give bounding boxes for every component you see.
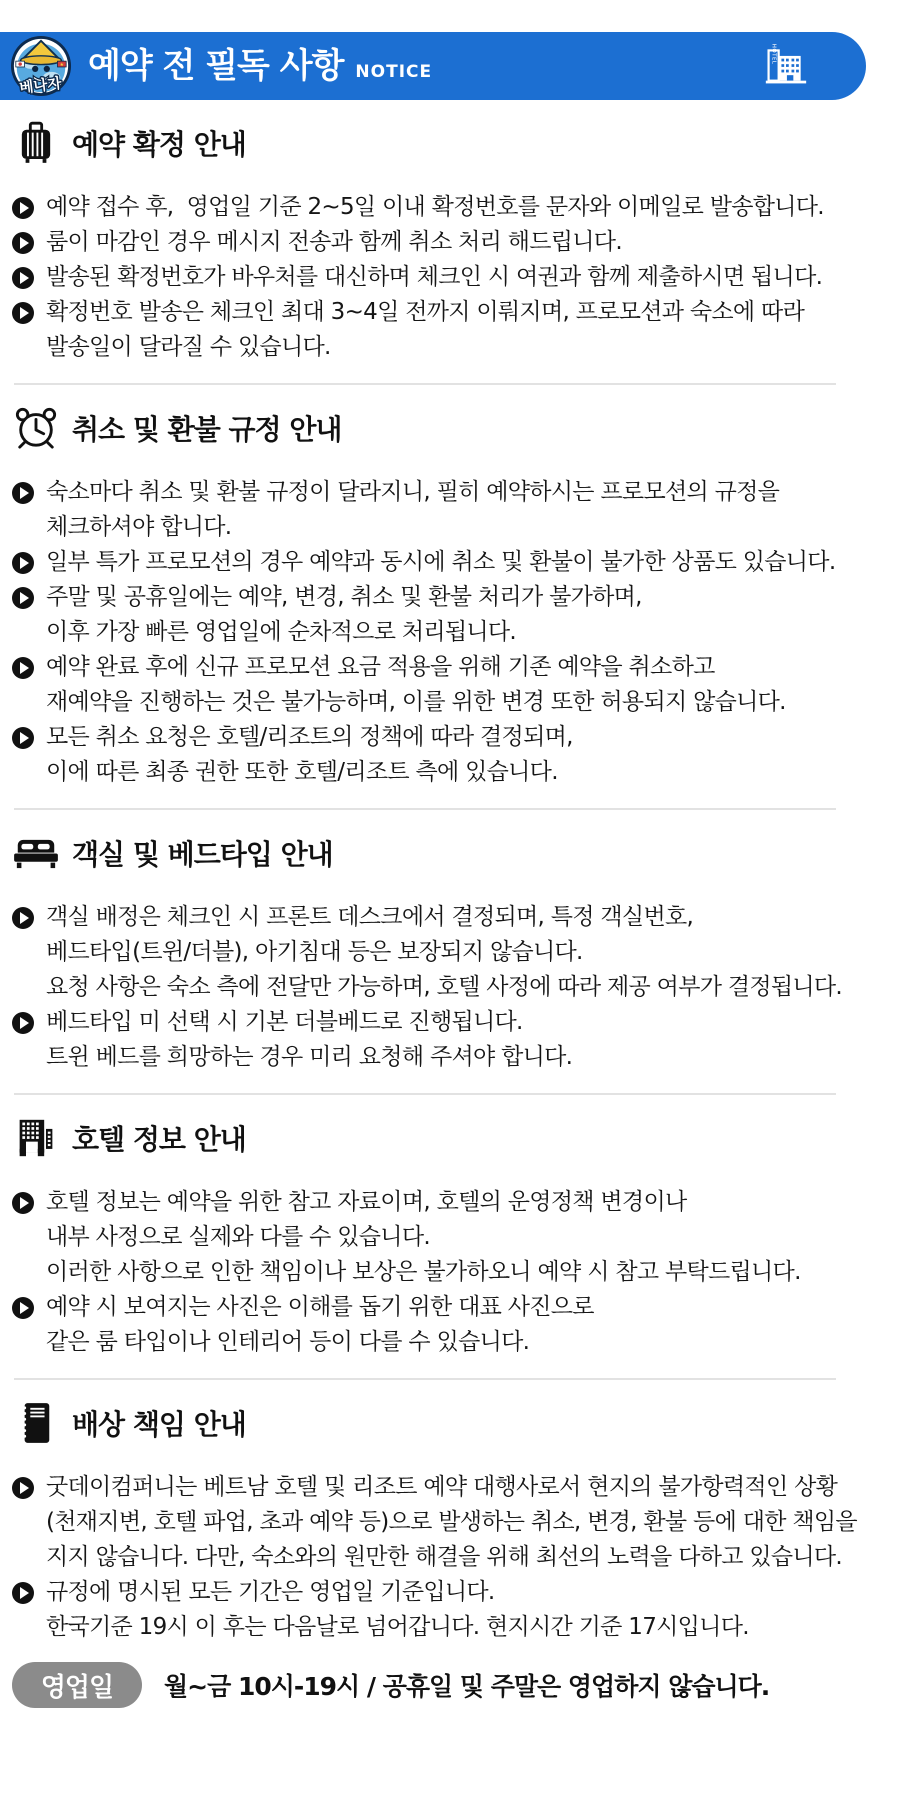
notice-item (12, 1185, 896, 1290)
notice-item-text (46, 475, 779, 545)
section-cancellation-refund (12, 405, 896, 790)
section-bullet-list (12, 190, 896, 365)
notice-line: (천재지변, 호텔 파업, 초과 예약 등)으로 발생하는 취소, 변경, 환불 등에 대한 책임을 (46, 1509, 857, 1535)
notice-item-text (46, 580, 642, 650)
notice-line: 예약 접수 후, 영업일 기준 2~5일 이내 확정번호를 문자와 이메일로 발송합니다. (46, 194, 824, 220)
header-banner (0, 32, 866, 100)
notice-line: 확정번호 발송은 체크인 최대 3~4일 전까지 이뤄지며, 프로모션과 숙소에 따라 (46, 299, 805, 325)
play-bullet-icon (12, 552, 34, 574)
notice-line: 모든 취소 요청은 호텔/리조트의 정책에 따라 결정되며, (46, 724, 573, 750)
section-title: 배상 책임 안내 (72, 1408, 246, 1441)
notice-line: 지지 않습니다. 다만, 숙소와의 원만한 해결을 위해 최선의 노력을 다하고 있습니다. (46, 1544, 843, 1570)
notice-item (12, 545, 896, 580)
notice-item-text (46, 1005, 572, 1075)
bed-icon (12, 830, 60, 876)
play-bullet-icon (12, 232, 34, 254)
notice-line: 이에 따른 최종 권한 또한 호텔/리조트 측에 있습니다. (46, 759, 558, 785)
notice-item (12, 190, 896, 225)
play-bullet-icon (12, 657, 34, 679)
section-header (12, 1115, 896, 1161)
play-bullet-icon (12, 1297, 34, 1319)
section-header (12, 830, 896, 876)
notice-line: 트윈 베드를 희망하는 경우 미리 요청해 주셔야 합니다. (46, 1044, 573, 1070)
notice-item-text (46, 650, 786, 720)
alarm-clock-icon (12, 405, 60, 451)
section-title: 취소 및 환불 규정 안내 (72, 413, 342, 446)
notice-item (12, 295, 896, 365)
notice-content (0, 120, 908, 1645)
page-subtitle: NOTICE (355, 62, 433, 82)
hotel-building-icon (764, 44, 808, 88)
banner-title-group (88, 46, 433, 86)
notice-line: 내부 사정으로 실제와 다를 수 있습니다. (46, 1224, 430, 1250)
notebook-icon (12, 1400, 60, 1446)
notice-line: 규정에 명시된 모든 기간은 영업일 기준입니다. (46, 1579, 495, 1605)
svg-text:베나자: 베나자 (18, 75, 63, 97)
section-divider (14, 808, 836, 810)
play-bullet-icon (12, 1192, 34, 1214)
section-bullet-list (12, 1470, 896, 1645)
play-bullet-icon (12, 587, 34, 609)
section-hotel-info (12, 1115, 896, 1360)
section-room-bedtype (12, 830, 896, 1075)
notice-line: 이러한 사항으로 인한 책임이나 보상은 불가하오니 예약 시 참고 부탁드립니다. (46, 1259, 801, 1285)
notice-line: 요청 사항은 숙소 측에 전달만 가능하며, 호텔 사정에 따라 제공 여부가 결정됩니다. (46, 974, 843, 1000)
svg-text:HOTEL: HOTEL (770, 44, 777, 65)
notice-line: 재예약을 진행하는 것은 불가능하며, 이를 위한 변경 또한 허용되지 않습니다. (46, 689, 786, 715)
page-title: 예약 전 필독 사항 (88, 46, 344, 86)
business-hours-text: 월~금 10시-19시 / 공휴일 및 주말은 영업하지 않습니다. (164, 1672, 770, 1701)
footer (0, 1662, 908, 1708)
section-title: 예약 확정 안내 (72, 128, 246, 161)
notice-item-text (46, 295, 804, 365)
notice-item-text (46, 1290, 594, 1360)
notice-item (12, 260, 896, 295)
notice-item (12, 900, 896, 1005)
notice-item-text (46, 1575, 749, 1645)
building-icon (12, 1115, 60, 1161)
play-bullet-icon (12, 482, 34, 504)
section-booking-confirmation (12, 120, 896, 365)
play-bullet-icon (12, 197, 34, 219)
section-divider (14, 1093, 836, 1095)
notice-line: 베드타입(트윈/더블), 아기침대 등은 보장되지 않습니다. (46, 939, 583, 965)
notice-line: 숙소마다 취소 및 환불 규정이 달라지니, 필히 예약하시는 프로모션의 규정을 (46, 479, 780, 505)
play-bullet-icon (12, 1012, 34, 1034)
section-header (12, 120, 896, 166)
play-bullet-icon (12, 727, 34, 749)
notice-line: 한국기준 19시 이 후는 다음날로 넘어갑니다. 현지시간 기준 17시입니다. (46, 1614, 749, 1640)
notice-item (12, 1575, 896, 1645)
section-title: 객실 및 베드타입 안내 (72, 838, 333, 871)
play-bullet-icon (12, 302, 34, 324)
notice-item (12, 1005, 896, 1075)
notice-item-text (46, 900, 842, 1005)
notice-item (12, 720, 896, 790)
notice-item-text (46, 720, 573, 790)
notice-item-text (46, 225, 622, 260)
notice-item-text (46, 190, 824, 225)
notice-line: 예약 완료 후에 신규 프로모션 요금 적용을 위해 기존 예약을 취소하고 (46, 654, 715, 680)
notice-item (12, 650, 896, 720)
notice-line: 베드타입 미 선택 시 기본 더블베드로 진행됩니다. (46, 1009, 523, 1035)
notice-line: 객실 배정은 체크인 시 프론트 데스크에서 결정되며, 특정 객실번호, (46, 904, 694, 930)
section-liability (12, 1400, 896, 1645)
notice-line: 발송된 확정번호가 바우처를 대신하며 체크인 시 여권과 함께 제출하시면 됩니다. (46, 264, 823, 290)
notice-item-text (46, 1470, 857, 1575)
notice-line: 같은 룸 타입이나 인테리어 등이 다를 수 있습니다. (46, 1329, 530, 1355)
suitcase-icon (12, 120, 60, 166)
section-divider (14, 1378, 836, 1380)
business-days-badge: 영업일 (12, 1662, 142, 1708)
notice-line: 이후 가장 빠른 영업일에 순차적으로 처리됩니다. (46, 619, 517, 645)
notice-page (0, 32, 908, 1708)
play-bullet-icon (12, 267, 34, 289)
svg-text:★: ★ (59, 63, 64, 68)
section-divider (14, 383, 836, 385)
notice-line: 예약 시 보여지는 사진은 이해를 돕기 위한 대표 사진으로 (46, 1294, 594, 1320)
play-bullet-icon (12, 1582, 34, 1604)
section-header (12, 405, 896, 451)
notice-line: 체크하셔야 합니다. (46, 514, 232, 540)
section-bullet-list (12, 1185, 896, 1360)
notice-line: 발송일이 달라질 수 있습니다. (46, 334, 331, 360)
notice-line: 굿데이컴퍼니는 베트남 호텔 및 리조트 예약 대행사로서 현지의 불가항력적인 상황 (46, 1474, 838, 1500)
notice-item (12, 1290, 896, 1360)
section-bullet-list (12, 475, 896, 790)
notice-line: 호텔 정보는 예약을 위한 참고 자료이며, 호텔의 운영정책 변경이나 (46, 1189, 687, 1215)
notice-item (12, 475, 896, 545)
section-bullet-list (12, 900, 896, 1075)
notice-item-text (46, 260, 822, 295)
section-title: 호텔 정보 안내 (72, 1123, 246, 1156)
notice-line: 주말 및 공휴일에는 예약, 변경, 취소 및 환불 처리가 불가하며, (46, 584, 642, 610)
notice-item-text (46, 545, 835, 580)
notice-item (12, 580, 896, 650)
play-bullet-icon (12, 907, 34, 929)
notice-item-text (46, 1185, 801, 1290)
notice-item (12, 225, 896, 260)
notice-line: 일부 특가 프로모션의 경우 예약과 동시에 취소 및 환불이 불가한 상품도 있습니다. (46, 549, 836, 575)
play-bullet-icon (12, 1477, 34, 1499)
notice-line: 룸이 마감인 경우 메시지 전송과 함께 취소 처리 해드립니다. (46, 229, 622, 255)
mascot-logo-icon (10, 35, 72, 97)
notice-item (12, 1470, 896, 1575)
section-header (12, 1400, 896, 1446)
